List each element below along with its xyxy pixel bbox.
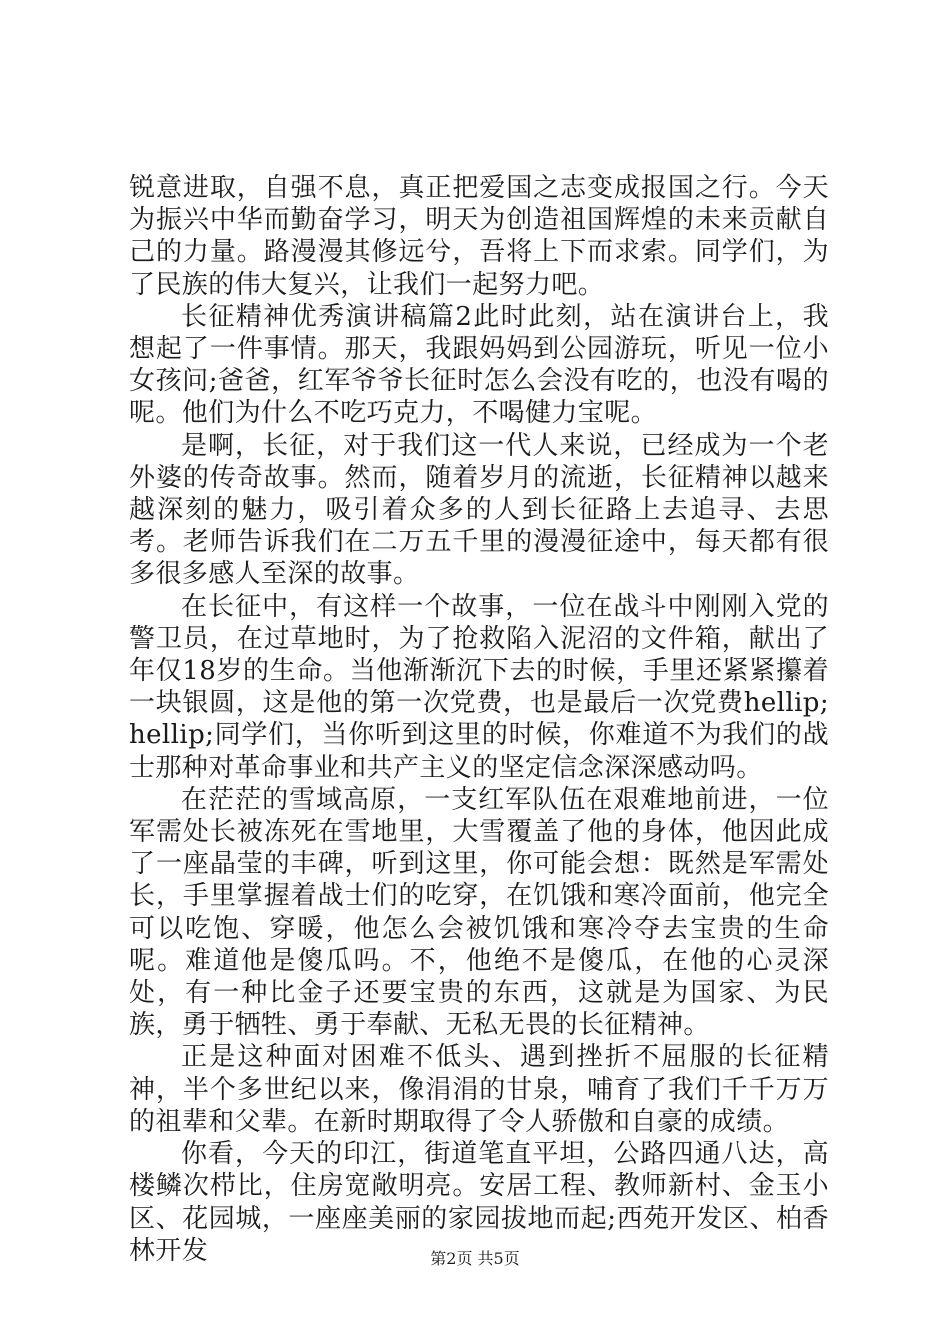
page-footer: 第2页 共5页 xyxy=(430,1249,520,1268)
paragraph: 长征精神优秀演讲稿篇2此时此刻，站在演讲台上，我想起了一件事情。那天，我跟妈妈到公园游玩，听见一位小女孩问;爸爸，红军爷爷长征时怎么会没有吃的，也没有喝的呢。他们为什么不吃巧克力，不喝健力宝呢。 xyxy=(129,301,829,429)
paragraph: 在长征中，有这样一个故事，一位在战斗中刚刚入党的警卫员，在过草地时，为了抢救陷入泥沼的文件箱，献出了年仅18岁的生命。当他渐渐沉下去的时候，手里还紧紧攥着一块银圆，这是他的第一次党费，也是最后一次党费hellip;hellip;同学们，当你听到这里的时候，你难道不为我们的战士那种对革命事业和共产主义的坚定信念深深感动吗。 xyxy=(129,591,829,783)
paragraph: 是啊，长征，对于我们这一代人来说，已经成为一个老外婆的传奇故事。然而，随着岁月的流逝，长征精神以越来越深刻的魅力，吸引着众多的人到长征路上去追寻、去思考。老师告诉我们在二万五千里的漫漫征途中，每天都有很多很多感人至深的故事。 xyxy=(129,430,829,590)
paragraph: 正是这种面对困难不低头、遇到挫折不屈服的长征精神，半个多世纪以来，像涓涓的甘泉，哺育了我们千千万万的祖辈和父辈。在新时期取得了令人骄傲和自豪的成绩。 xyxy=(129,1042,829,1137)
paragraph: 锐意进取，自强不息，真正把爱国之志变成报国之行。今天为振兴中华而勤奋学习，明天为创造祖国辉煌的未来贡献自己的力量。路漫漫其修远兮，吾将上下而求索。同学们，为了民族的伟大复兴，让我们一起努力吧。 xyxy=(129,173,829,300)
paragraph: 在茫茫的雪域高原，一支红军队伍在艰难地前进，一位军需处长被冻死在雪地里，大雪覆盖了他的身体，他因此成了一座晶莹的丰碑，听到这里，你可能会想：既然是军需处长，手里掌握着战士们的吃穿，在饥饿和寒冷面前，他完全可以吃饱、穿暖，他怎么会被饥饿和寒冷夺去宝贵的生命呢。难道他是傻瓜吗。不，他绝不是傻瓜，在他的心灵深处，有一种比金子还要宝贵的东西，这就是为国家、为民族，勇于牺牲、勇于奉献、无私无畏的长征精神。 xyxy=(129,784,829,1041)
paragraph: 你看，今天的印江，街道笔直平坦，公路四通八达，高楼鳞次栉比，住房宽敞明亮。安居工程、教师新村、金玉小区、花园城，一座座美丽的家园拔地而起;西苑开发区、柏香林开发 xyxy=(129,1139,829,1266)
body-text xyxy=(129,172,829,1267)
